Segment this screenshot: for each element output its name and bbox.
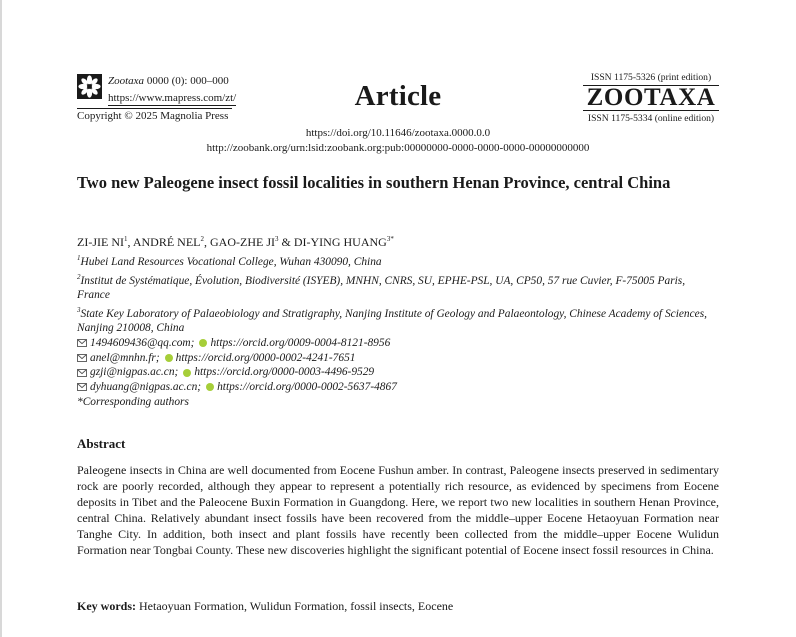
corresponding-note: *Corresponding authors [77,395,189,408]
contact-row [77,365,719,380]
affiliation-text: State Key Laboratory of Palaeobiology and Stratigraphy, Nanjing Institute of Geology and Palaeontology, Chinese Academy of Sciences, Nanjing 210008, China [77,307,708,335]
keywords-label: Key words: [77,599,136,613]
author-name: ZI-JIE NI [77,235,124,249]
affiliation [77,251,719,270]
author-name: ANDRÉ NEL [132,235,201,249]
affiliation-mark: 1 [77,254,81,262]
keywords [77,599,453,614]
journal-issue: 0000 (0): 000–000 [146,75,229,87]
affiliation-text: Institut de Systématique, Évolution, Biodiversité (ISYEB), MNHN, CNRS, SU, EPHE-PSL, UA, CP50, 57 rue Cuvier, F-75005 Paris, France [77,274,686,301]
author-list [77,235,394,250]
author-separator: , [204,235,210,249]
journal-name: Zootaxa [108,75,145,87]
orcid-link[interactable]: https://orcid.org/0009-0004-8121-8956 [210,336,391,349]
author-name: DI-YING HUANG [293,235,387,249]
envelope-icon [77,383,87,391]
affiliation-mark: 2 [77,272,81,281]
orcid-link[interactable]: https://orcid.org/0000-0002-5637-4867 [217,380,397,393]
abstract-heading: Abstract [77,436,126,451]
keywords-text: Hetaoyuan Formation, Wulidun Formation, fossil insects, Eocene [139,599,454,613]
doi-link[interactable]: https://doi.org/10.11646/zootaxa.0000.0.0 [305,127,491,139]
email-link[interactable]: anel@mnhn.fr; [90,351,160,364]
abstract-text: Paleogene insects in China are well documented from Eocene Fushun amber. In contrast, Paleogene insects preserved in sedimentary rock are poorly recorded, although they appear to represent a potentially rich resource, as evidenced by specimens from Eocene deposits in Tibet and the Paleocene Buxin Formation in Guangdong. Here, we report two new localities in southern Henan Province, central China. Relatively abundant insect fossils have been recovered from the middle–upper Eocene Hetaoyuan Formation near Tanghe City. In addition, both insect and plant fossils have recently been collected from the middle–upper Eocene Wulidun Formation near Tongbai County. These new discoveries highlight the significant potential of Eocene insect fossil resources in China. [77,463,719,558]
author-affiliation-mark: 3* [386,235,394,243]
affiliations-block [77,251,719,409]
orcid-link[interactable]: https://orcid.org/0000-0003-4496-9529 [194,366,375,379]
zootaxa-brand: ZOOTAXA [583,85,719,111]
author-affiliation-mark: 2 [200,235,204,243]
orcid-icon [199,339,207,347]
issn-online: ISSN 1175-5334 (online edition) [587,113,715,124]
paper-title: Two new Paleogene insect fossil localities in southern Henan Province, central China [77,173,671,192]
copyright: Copyright © 2025 Magnolia Press [77,108,232,124]
author-separator: , [127,235,133,249]
contact-row [77,351,719,366]
orcid-icon [183,369,191,377]
contact-row [77,380,719,395]
doi-block [0,126,796,156]
affiliation-text: Hubei Land Resources Vocational College, Wuhan 430090, China [80,255,382,268]
author-separator: & [278,235,294,249]
contact-row [77,336,719,351]
email-link[interactable]: gzji@nigpas.ac.cn; [90,366,179,379]
email-link[interactable]: 1494609436@qq.com; [90,336,195,349]
envelope-icon [77,369,87,377]
affiliation [77,270,719,303]
affiliation-mark: 3 [77,305,81,314]
issn-block [583,72,719,125]
envelope-icon [77,354,87,362]
email-link[interactable]: dyhuang@nigpas.ac.cn; [90,380,202,393]
author-name: GAO-ZHE JI [210,235,275,249]
author-affiliation-mark: 1 [123,235,128,243]
affiliation [77,303,719,336]
envelope-icon [77,339,87,347]
issn-print: ISSN 1175-5326 (print edition) [590,72,712,83]
article-type-label: Article [354,80,442,112]
orcid-icon [165,354,173,362]
journal-url-link[interactable]: https://www.mapress.com/zt/ [108,92,237,104]
author-affiliation-mark: 3 [275,235,279,243]
orcid-link[interactable]: https://orcid.org/0000-0002-4241-7651 [175,351,356,364]
orcid-icon [206,383,214,391]
zoobank-lsid-link[interactable]: http://zoobank.org/urn:lsid:zoobank.org:pub:00000000-0000-0000-0000-00000000000 [206,142,590,154]
